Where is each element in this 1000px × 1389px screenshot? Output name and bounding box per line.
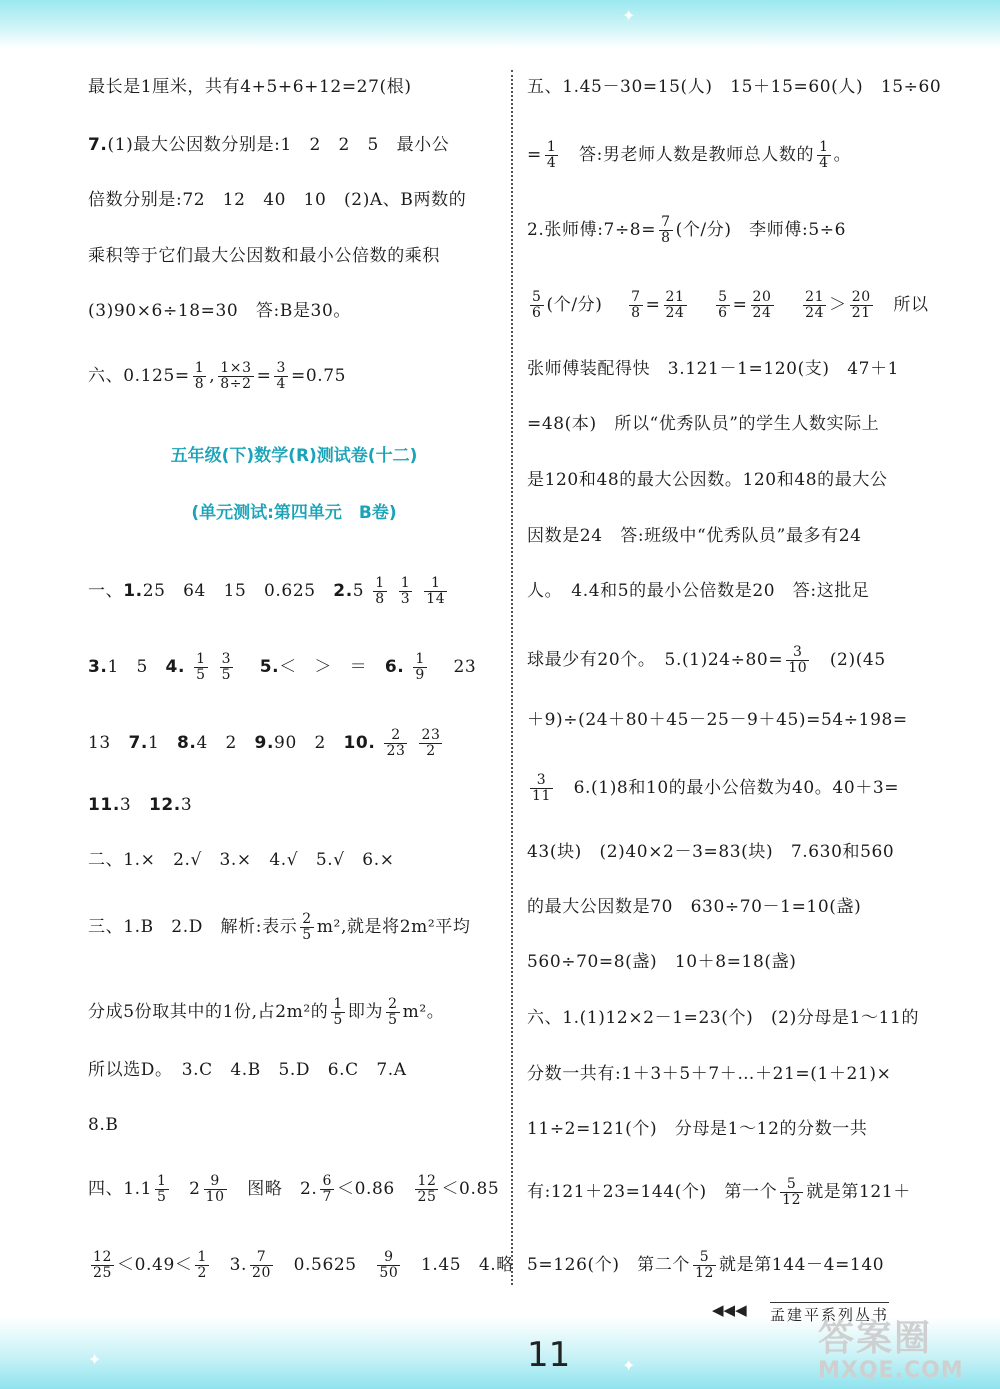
fraction: $\frac{7}{20}$ (252, 1249, 272, 1281)
answer-line: 五、1.45－30=15(人) 15＋15=60(人) 15÷60 (527, 77, 942, 97)
answer-line: ＋9)÷(24＋80＋45－25－9＋45)=54÷198= (527, 710, 908, 730)
fraction: $\frac{21}{24}$ (805, 289, 825, 321)
answer-line: $\frac{3}{11}$ 6.(1)8和10的最小公倍数为40。40＋3= (532, 772, 900, 804)
fraction: $\frac{12}{25}$ (93, 1249, 113, 1281)
fraction: $\frac{1}{8}$ (375, 575, 385, 607)
fraction: $\frac{1}{8}$ (194, 360, 205, 392)
answer-line: $\frac{5}{6}$ (个/分) $\frac{7}{8}$ = $\frac{21}{24}$ $\frac{5}{6}$ = $\frac{20}{24}$ $\frac{21}{24}$ ＞ $\frac{20}{21}$ 所以 (532, 289, 929, 321)
answer-line: 是120和48的最大公因数。120和48的最大公 (527, 470, 888, 490)
sparkle-icon: ✦ (88, 1350, 102, 1369)
top-decorative-band (0, 0, 1000, 48)
fraction: $\frac{9}{10}$ (205, 1173, 225, 1205)
fraction: $\frac{12}{25}$ (417, 1173, 437, 1205)
brand-text: 孟建平系列丛书 (770, 1302, 889, 1325)
answer-line: 二、1.× 2.√ 3.× 4.√ 5.√ 6.× (88, 850, 395, 870)
answer-line: 分成5份取其中的1份,占2m²的 $\frac{1}{5}$ 即为 $\frac{2}{5}$ m²。 (88, 996, 445, 1028)
fraction: $\frac{1\times 3}{8\div 2}$ (220, 360, 252, 392)
fraction: $\frac{23}{2}$ (421, 727, 441, 759)
fraction: $\frac{1}{4}$ (546, 139, 557, 171)
fraction: $\frac{5}{12}$ (782, 1176, 802, 1208)
fraction: $\frac{9}{50}$ (379, 1249, 399, 1281)
answer-line: 有:121＋23=144(个) 第一个 $\frac{5}{12}$ 就是第121＋ (527, 1176, 911, 1208)
answer-line: 13 7.1 8.4 2 9.90 2 10. $\frac{2}{23}$ $\frac{23}{2}$ (88, 727, 441, 759)
fraction: $\frac{5}{6}$ (532, 289, 542, 321)
fraction: $\frac{7}{8}$ (661, 214, 671, 246)
fraction: $\frac{1}{5}$ (157, 1173, 167, 1205)
answer-line: 43(块) (2)40×2－3=83(块) 7.630和560 (527, 842, 895, 862)
answer-line: 7.(1)最大公因数分别是:1 2 2 5 最小公 (88, 135, 450, 155)
answer-line: 所以选D。 3.C 4.B 5.D 6.C 7.A (88, 1060, 407, 1080)
answer-line: 四、1.1 $\frac{1}{5}$ 2 $\frac{9}{10}$ 图略 2. $\frac{6}{7}$ ＜0.86 $\frac{12}{25}$ ＜0.85 (88, 1173, 500, 1205)
fraction: $\frac{20}{21}$ (851, 289, 871, 321)
answer-line: 11÷2=121(个) 分母是1～12的分数一共 (527, 1119, 868, 1139)
answer-line: (3)90×6÷18=30 答:B是30。 (88, 301, 351, 321)
section-subtitle: (单元测试:第四单元 B卷) (191, 503, 397, 523)
fraction: $\frac{3}{10}$ (788, 644, 808, 676)
answer-line: 5=126(个) 第二个 $\frac{5}{12}$ 就是第144－4=140 (527, 1249, 885, 1281)
fraction: $\frac{1}{9}$ (415, 651, 425, 683)
fraction: $\frac{6}{7}$ (322, 1173, 332, 1205)
column-divider (511, 70, 513, 1285)
fraction: $\frac{7}{8}$ (631, 289, 641, 321)
answer-line: 人。 4.4和5的最小公倍数是20 答:这批足 (527, 581, 870, 601)
answer-line: 3.1 5 4. $\frac{1}{5}$ $\frac{3}{5}$ 5.＜ ＞ ＝ 6. $\frac{1}{9}$ 23 (88, 651, 477, 683)
fraction: $\frac{20}{24}$ (752, 289, 772, 321)
fraction: $\frac{1}{5}$ (333, 996, 343, 1028)
fraction: $\frac{1}{14}$ (426, 575, 446, 607)
answer-line: 球最少有20个。 5.(1)24÷80= $\frac{3}{10}$ (2)(45 (527, 644, 886, 676)
answer-line: 11.3 12.3 (88, 795, 193, 815)
fraction: $\frac{1}{5}$ (196, 651, 206, 683)
fraction: $\frac{3}{11}$ (532, 772, 552, 804)
fraction: $\frac{2}{5}$ (302, 911, 312, 943)
sparkle-icon: ✦ (622, 6, 636, 25)
fraction: $\frac{21}{24}$ (665, 289, 685, 321)
fraction: $\frac{2}{23}$ (386, 727, 406, 759)
fraction: $\frac{5}{12}$ (694, 1249, 714, 1281)
answer-line: 2.张师傅:7÷8= $\frac{7}{8}$ (个/分) 李师傅:5÷6 (527, 214, 846, 246)
fraction: $\frac{5}{6}$ (718, 289, 728, 321)
answer-line: 六、1.(1)12×2－1=23(个) (2)分母是1～11的 (527, 1008, 920, 1028)
answer-line: 三、1.B 2.D 解析:表示 $\frac{2}{5}$ m²,就是将2m²平均 (88, 911, 471, 943)
fraction: $\frac{1}{4}$ (819, 139, 829, 171)
answer-line: 的最大公因数是70 630÷70－1=10(盏) (527, 897, 862, 917)
fraction: $\frac{3}{4}$ (276, 360, 286, 392)
watermark-bottom: MXQE.COM (818, 1358, 964, 1383)
fraction: $\frac{1}{2}$ (197, 1249, 207, 1281)
fraction: $\frac{3}{5}$ (221, 651, 232, 683)
answer-line: 乘积等于它们最大公因数和最小公倍数的乘积 (88, 246, 440, 266)
answer-line: =48(本) 所以“优秀队员”的学生人数实际上 (527, 414, 880, 434)
fraction: $\frac{1}{3}$ (400, 575, 411, 607)
answer-line: $\frac{12}{25}$ ＜0.49＜ $\frac{1}{2}$ 3. $\frac{7}{20}$ 0.5625 $\frac{9}{50}$ 1.45 4.略 (93, 1249, 514, 1281)
watermark (818, 1308, 994, 1386)
sparkle-icon: ✦ (622, 1356, 636, 1375)
arrow-icon: ◀◀◀ (712, 1301, 747, 1319)
answer-line: 560÷70=8(盏) 10＋8=18(盏) (527, 952, 797, 972)
answer-line: 8.B (88, 1115, 119, 1135)
answer-line: = $\frac{1}{4}$ 答:男老师人数是教师总人数的 $\frac{1}{4}$ 。 (527, 139, 852, 171)
answer-line: 因数是24 答:班级中“优秀队员”最多有24 (527, 526, 862, 546)
watermark-top: 答案圈 (818, 1318, 933, 1359)
answer-line: 六、0.125= $\frac{1}{8}$ , $\frac{1\times 3}{8\div 2}$ = $\frac{3}{4}$ =0.75 (88, 360, 347, 392)
section-title: 五年级(下)数学(R)测试卷(十二) (170, 446, 418, 466)
answer-line: 分数一共有:1＋3＋5＋7＋…＋21=(1＋21)× (527, 1064, 892, 1084)
answer-line: 一、1.25 64 15 0.625 2.5 $\frac{1}{8}$ $\frac{1}{3}$ $\frac{1}{14}$ (88, 575, 446, 607)
answer-line: 最长是1厘米，共有4+5+6+12=27(根) (88, 77, 412, 97)
answer-line: 张师傅装配得快 3.121－1=120(支) 47＋1 (527, 359, 900, 379)
answer-line: 倍数分别是:72 12 40 10 (2)A、B两数的 (88, 190, 467, 210)
page-number: 11 (527, 1335, 571, 1375)
fraction: $\frac{2}{5}$ (388, 996, 398, 1028)
